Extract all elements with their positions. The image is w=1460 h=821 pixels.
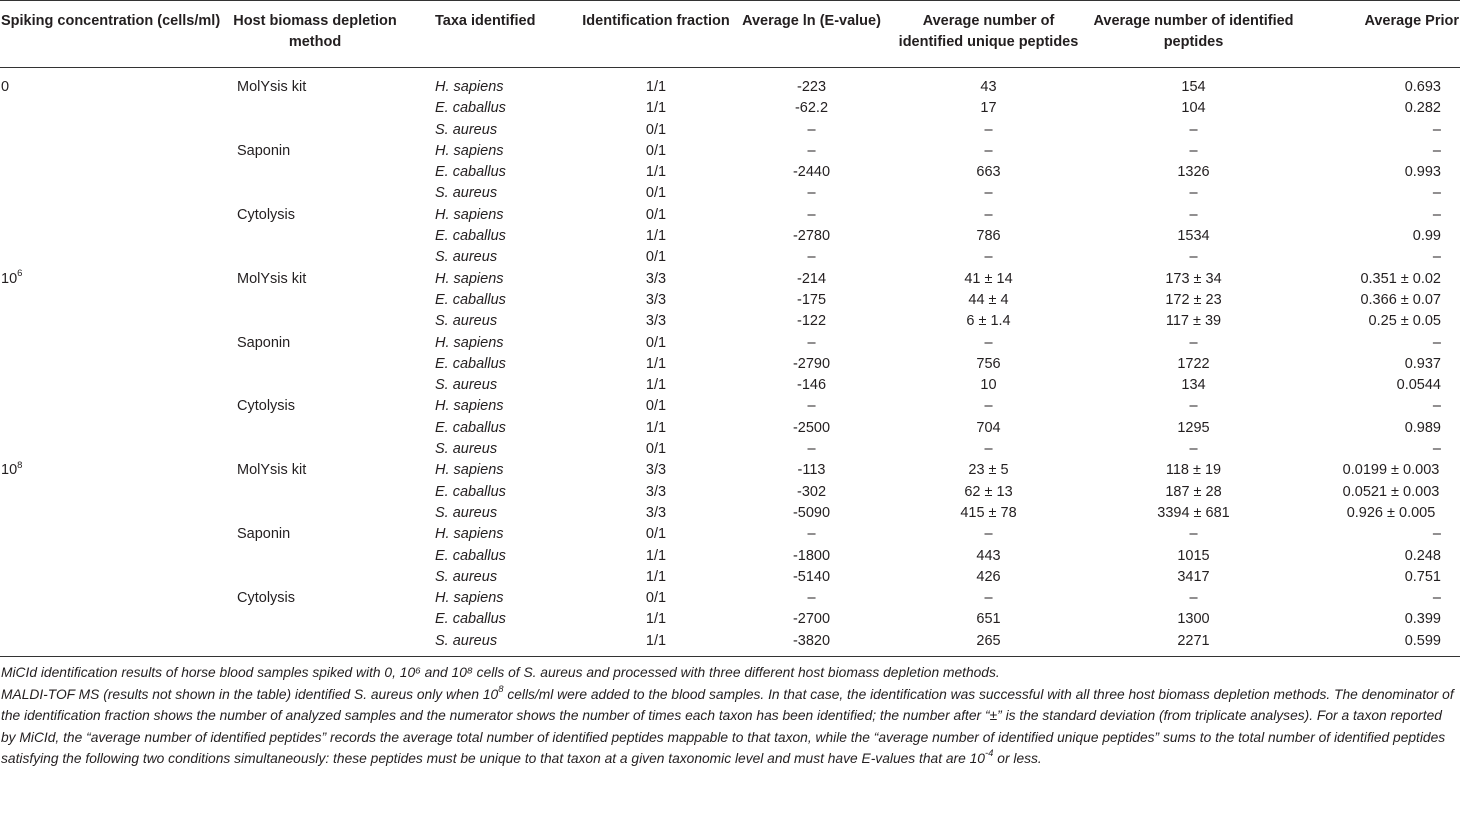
cell-unique-peptides: 265 [889, 631, 1088, 657]
cell-method [226, 503, 404, 524]
table-row [0, 503, 1460, 524]
cell-fraction: 1/1 [645, 568, 667, 585]
cell-prior: 0.989 [1404, 419, 1441, 436]
cell-method: Saponin [237, 526, 291, 543]
cell-identified-peptides: 1534 [1177, 228, 1210, 245]
cell-prior: 0.599 [1299, 631, 1460, 657]
cell-concentration [0, 183, 226, 204]
cell-method [226, 98, 404, 119]
cell-concentration [0, 247, 226, 268]
note-text-part-2: cells/ml were added to the blood samples. In that case, the identification was successful with all three host biomass depletion methods. The denominator of the identification fraction shows the number of analyzed samples and the numerator shows the number of times each taxon has been identified; the number after “±” is the standard deviation (from triplicate analyses). For a taxon reported by MiCId, the “average number of identified peptides” records the average total number of identified peptides mappable to that taxon, while the “average number of identified unique peptides” sums to the total number of identified peptides satisfying the following two conditions simultaneously: these peptides must be unique to that taxon at a given taxonomic level and must have E-values that are 10 [1, 686, 1454, 767]
cell-ln-evalue: -302 [796, 483, 827, 500]
cell-ln-evalue: -1800 [792, 547, 831, 564]
cell-method: Saponin [237, 142, 291, 159]
table-row [0, 460, 1460, 481]
cell-method [226, 546, 404, 567]
cell-method [226, 290, 404, 311]
cell-taxon: S. aureus [435, 185, 498, 202]
cell-unique-peptides: – [984, 334, 993, 351]
note-exponent-1: 8 [498, 683, 504, 695]
table-row [0, 120, 1460, 141]
cell-method [226, 631, 404, 657]
cell-prior: 0.993 [1404, 164, 1441, 181]
cell-identified-peptides: 1295 [1177, 419, 1210, 436]
cell-method [226, 375, 404, 396]
cell-prior: – [1432, 590, 1441, 607]
table-row [0, 205, 1460, 226]
cell-unique-peptides: 44 ± 4 [968, 291, 1009, 308]
cell-taxon: S. aureus [435, 249, 498, 266]
cell-fraction: 0/1 [645, 441, 667, 458]
cell-prior: 0.0544 [1396, 377, 1441, 394]
cell-ln-evalue: -2700 [792, 611, 831, 628]
cell-concentration [0, 333, 226, 354]
cell-fraction: 1/1 [645, 228, 667, 245]
cell-fraction: 1/1 [645, 164, 667, 181]
cell-unique-peptides: 6 ± 1.4 [966, 313, 1011, 330]
table-row [0, 68, 1460, 99]
cell-ln-evalue: -113 [797, 462, 826, 479]
table-row [0, 269, 1460, 290]
header-identification-fraction: Identification fraction [578, 1, 734, 68]
cell-identified-peptides: – [1189, 206, 1198, 223]
cell-method: Cytolysis [237, 590, 296, 607]
cell-prior: – [1432, 121, 1441, 138]
cell-prior: 0.248 [1404, 547, 1441, 564]
cell-ln-evalue: -2440 [792, 164, 831, 181]
cell-prior: – [1432, 334, 1441, 351]
cell-concentration [0, 162, 226, 183]
cell-taxon: H. sapiens [435, 334, 504, 351]
cell-ln-evalue: -2790 [792, 355, 831, 372]
cell-concentration [0, 120, 226, 141]
cell-fraction: 0/1 [645, 526, 667, 543]
cell-prior: – [1432, 398, 1441, 415]
cell-concentration [0, 418, 226, 439]
cell-method [226, 226, 404, 247]
cell-concentration [0, 546, 226, 567]
concentration-base: 10 [1, 462, 18, 479]
cell-concentration [0, 354, 226, 375]
cell-taxon: E. caballus [435, 164, 506, 181]
cell-ln-evalue: – [807, 249, 816, 266]
table-row [0, 631, 1460, 657]
table-row [0, 567, 1460, 588]
cell-taxon: S. aureus [435, 441, 498, 458]
cell-taxon: E. caballus [435, 483, 506, 500]
cell-fraction: 0/1 [645, 185, 667, 202]
cell-concentration [0, 226, 226, 247]
cell-ln-evalue: -214 [796, 270, 827, 287]
cell-unique-peptides: 704 [976, 419, 1001, 436]
cell-concentration [0, 98, 226, 119]
prior-value: 0.926 ± 0.005 [1346, 504, 1436, 521]
cell-identified-peptides: 1326 [1177, 164, 1210, 181]
cell-unique-peptides: – [984, 526, 993, 543]
cell-taxon: H. sapiens [435, 206, 504, 223]
table-row [0, 333, 1460, 354]
table-row [0, 354, 1460, 375]
cell-prior: – [1432, 142, 1441, 159]
cell-ln-evalue: -146 [796, 377, 827, 394]
cell-fraction: 0/1 [645, 121, 667, 138]
table-footnotes [0, 657, 1460, 770]
cell-unique-peptides: 41 ± 14 [964, 270, 1013, 287]
cell-unique-peptides: 663 [976, 164, 1001, 181]
table-header-row [0, 1, 1460, 68]
cell-ln-evalue: – [807, 441, 816, 458]
cell-fraction: 1/1 [578, 631, 734, 657]
cell-method [226, 183, 404, 204]
table-row [0, 226, 1460, 247]
cell-fraction: 1/1 [645, 377, 667, 394]
cell-ln-evalue: -175 [796, 291, 827, 308]
cell-prior: 0.282 [1404, 100, 1441, 117]
cell-unique-peptides: 426 [976, 568, 1001, 585]
cell-unique-peptides: – [984, 142, 993, 159]
cell-prior: 0.751 [1404, 568, 1441, 585]
cell-identified-peptides: – [1189, 142, 1198, 159]
cell-prior: 0.351 ± 0.02 [1360, 270, 1441, 287]
cell-ln-evalue: – [807, 526, 816, 543]
cell-method [226, 354, 404, 375]
table-row [0, 141, 1460, 162]
cell-taxon: H. sapiens [435, 462, 504, 479]
cell-concentration [0, 375, 226, 396]
table-note [1, 684, 1459, 770]
note-text-part-1: MALDI-TOF MS (results not shown in the table) identified S. aureus only when 10 [1, 686, 499, 702]
cell-method: MolYsis kit [237, 79, 307, 95]
cell-ln-evalue: – [807, 334, 816, 351]
table-row [0, 546, 1460, 567]
cell-unique-peptides: – [984, 121, 993, 138]
cell-unique-peptides: – [984, 206, 993, 223]
cell-method: Saponin [237, 334, 291, 351]
cell-prior: – [1432, 206, 1441, 223]
header-spiking-concentration: Spiking concentration (cells/ml) [0, 1, 226, 68]
cell-unique-peptides: 10 [980, 377, 997, 394]
table-row [0, 439, 1460, 460]
cell-method [226, 120, 404, 141]
cell-taxon: E. caballus [435, 228, 506, 245]
cell-fraction: 1/1 [645, 355, 667, 372]
cell-method [226, 311, 404, 332]
header-identified-peptides: Average number of identified peptides [1088, 1, 1299, 68]
cell-method: MolYsis kit [237, 462, 307, 479]
cell-method [226, 609, 404, 630]
table-row [0, 247, 1460, 268]
concentration-exponent: 6 [17, 267, 23, 279]
cell-unique-peptides: 62 ± 13 [964, 483, 1013, 500]
cell-identified-peptides: 154 [1181, 79, 1206, 95]
cell-ln-evalue: – [807, 398, 816, 415]
cell-identified-peptides: 1722 [1177, 355, 1210, 372]
cell-ln-evalue: – [807, 142, 816, 159]
cell-method [226, 567, 404, 588]
cell-concentration [0, 482, 226, 503]
cell-unique-peptides: 23 ± 5 [968, 462, 1009, 479]
cell-fraction: 1/1 [645, 79, 667, 95]
cell-prior: 0.693 [1404, 79, 1441, 95]
cell-method [226, 418, 404, 439]
cell-ln-evalue: -2780 [792, 228, 831, 245]
cell-taxon: S. aureus [435, 121, 498, 138]
cell-identified-peptides: – [1189, 121, 1198, 138]
cell-ln-evalue: – [807, 590, 816, 607]
cell-concentration [0, 396, 226, 417]
cell-ln-evalue: -62.2 [794, 100, 829, 117]
cell-prior: – [1432, 526, 1441, 543]
table-row [0, 162, 1460, 183]
table-row [0, 311, 1460, 332]
cell-concentration [0, 141, 226, 162]
cell-unique-peptides: – [984, 185, 993, 202]
cell-identified-peptides: 3394 ± 681 [1157, 504, 1230, 521]
cell-identified-peptides: 187 ± 28 [1165, 483, 1222, 500]
cell-unique-peptides: – [984, 249, 993, 266]
cell-taxon: H. sapiens [435, 398, 504, 415]
header-depletion-method: Host biomass depletion method [226, 1, 404, 68]
cell-concentration [0, 311, 226, 332]
table-row [0, 98, 1460, 119]
table-row [0, 524, 1460, 545]
cell-method: Cytolysis [237, 398, 296, 415]
cell-identified-peptides: – [1189, 334, 1198, 351]
cell-fraction: 3/3 [645, 270, 667, 287]
cell-ln-evalue: – [807, 206, 816, 223]
table-row [0, 375, 1460, 396]
cell-fraction: 0/1 [645, 398, 667, 415]
cell-method [226, 162, 404, 183]
cell-prior: 0.937 [1404, 355, 1441, 372]
table-row [0, 588, 1460, 609]
cell-concentration [0, 460, 226, 481]
cell-fraction: 1/1 [645, 547, 667, 564]
cell-concentration [0, 205, 226, 226]
cell-fraction: 0/1 [645, 590, 667, 607]
cell-unique-peptides: 756 [976, 355, 1001, 372]
cell-concentration: 0 [1, 79, 10, 95]
cell-prior [1299, 503, 1460, 524]
cell-identified-peptides: 117 ± 39 [1165, 313, 1222, 330]
cell-prior: 0.99 [1412, 228, 1441, 245]
cell-identified-peptides: – [1189, 398, 1198, 415]
cell-taxon: S. aureus [435, 313, 498, 330]
header-taxa: Taxa identified [404, 1, 578, 68]
cell-identified-peptides: – [1189, 441, 1198, 458]
cell-fraction: 0/1 [645, 249, 667, 266]
cell-taxon: E. caballus [435, 611, 506, 628]
header-average-ln-evalue: Average ln (E-value) [734, 1, 889, 68]
cell-unique-peptides: – [984, 590, 993, 607]
cell-prior: 0.25 ± 0.05 [1368, 313, 1441, 330]
cell-identified-peptides: 172 ± 23 [1165, 291, 1222, 308]
header-unique-peptides: Average number of identified unique peptides [889, 1, 1088, 68]
cell-method: MolYsis kit [237, 270, 307, 287]
cell-concentration [0, 567, 226, 588]
cell-concentration [0, 524, 226, 545]
cell-identified-peptides: 1015 [1177, 547, 1210, 564]
cell-identified-peptides: 118 ± 19 [1165, 462, 1222, 479]
cell-method [226, 482, 404, 503]
cell-method: Cytolysis [237, 206, 296, 223]
cell-method [226, 439, 404, 460]
cell-ln-evalue: – [807, 185, 816, 202]
cell-unique-peptides: 786 [976, 228, 1001, 245]
prior-value: 0.0521 ± 0.003 [1342, 483, 1440, 500]
cell-taxon: E. caballus [435, 547, 506, 564]
cell-identified-peptides: – [1189, 249, 1198, 266]
concentration-base: 10 [1, 270, 18, 287]
cell-identified-peptides: – [1189, 590, 1198, 607]
cell-taxon: S. aureus [435, 377, 498, 394]
cell-taxon: H. sapiens [435, 590, 504, 607]
cell-prior: 0.366 ± 0.07 [1360, 291, 1441, 308]
cell-taxon: H. sapiens [435, 270, 504, 287]
cell-prior: – [1432, 441, 1441, 458]
cell-taxon: S. aureus [404, 631, 578, 657]
note-exponent-2: -4 [985, 748, 994, 760]
cell-unique-peptides: 651 [976, 611, 1001, 628]
cell-taxon: H. sapiens [435, 142, 504, 159]
cell-ln-evalue: -2500 [792, 419, 831, 436]
cell-unique-peptides: 43 [980, 79, 997, 95]
cell-fraction: 3/3 [645, 313, 667, 330]
cell-identified-peptides: 104 [1181, 100, 1206, 117]
cell-fraction: 3/3 [645, 483, 667, 500]
concentration-exponent: 8 [17, 459, 23, 471]
cell-concentration [0, 290, 226, 311]
cell-taxon: H. sapiens [435, 79, 504, 95]
table-row [0, 418, 1460, 439]
header-average-prior: Average Prior [1299, 1, 1460, 68]
table-caption: MiCId identification results of horse blood samples spiked with 0, 10⁶ and 10⁸ cells of S. aureus and processed with three different host biomass depletion methods. [1, 665, 1000, 681]
cell-concentration [0, 503, 226, 524]
cell-fraction: 1/1 [645, 100, 667, 117]
table-row [0, 482, 1460, 503]
cell-ln-evalue: -3820 [734, 631, 889, 657]
cell-prior [1299, 482, 1460, 503]
cell-fraction: 1/1 [645, 611, 667, 628]
cell-fraction: 3/3 [645, 504, 667, 521]
cell-taxon: E. caballus [435, 355, 506, 372]
cell-ln-evalue: -122 [796, 313, 827, 330]
cell-fraction: 3/3 [645, 462, 667, 479]
cell-concentration [0, 588, 226, 609]
cell-prior: – [1432, 185, 1441, 202]
cell-method [226, 247, 404, 268]
cell-prior [1299, 460, 1460, 481]
cell-ln-evalue: -5090 [792, 504, 831, 521]
cell-fraction: 0/1 [645, 142, 667, 159]
table-row [0, 609, 1460, 630]
cell-taxon: S. aureus [435, 504, 498, 521]
cell-identified-peptides: 173 ± 34 [1165, 270, 1222, 287]
table-row [0, 290, 1460, 311]
cell-ln-evalue: -223 [796, 79, 827, 95]
cell-identified-peptides: – [1189, 185, 1198, 202]
cell-taxon: E. caballus [435, 100, 506, 117]
cell-fraction: 0/1 [645, 334, 667, 351]
table-body [0, 68, 1460, 657]
cell-unique-peptides: 415 ± 78 [960, 504, 1017, 521]
cell-unique-peptides: 17 [980, 100, 997, 117]
cell-identified-peptides: – [1189, 526, 1198, 543]
cell-unique-peptides: 443 [976, 547, 1001, 564]
cell-identified-peptides: 2271 [1088, 631, 1299, 657]
cell-taxon: E. caballus [435, 291, 506, 308]
cell-concentration [0, 631, 226, 657]
cell-taxon: E. caballus [435, 419, 506, 436]
cell-concentration [0, 439, 226, 460]
cell-identified-peptides: 3417 [1177, 568, 1210, 585]
cell-taxon: H. sapiens [435, 526, 504, 543]
cell-fraction: 0/1 [645, 206, 667, 223]
cell-ln-evalue: -5140 [792, 568, 831, 585]
cell-prior: – [1432, 249, 1441, 266]
cell-taxon: S. aureus [435, 568, 498, 585]
cell-unique-peptides: – [984, 441, 993, 458]
cell-concentration [0, 269, 226, 290]
table-row [0, 183, 1460, 204]
cell-fraction: 3/3 [645, 291, 667, 308]
cell-fraction: 1/1 [645, 419, 667, 436]
cell-identified-peptides: 1300 [1177, 611, 1210, 628]
cell-identified-peptides: 134 [1181, 377, 1206, 394]
cell-prior: 0.399 [1404, 611, 1441, 628]
cell-ln-evalue: – [807, 121, 816, 138]
prior-value: 0.0199 ± 0.003 [1342, 462, 1440, 479]
table-row [0, 396, 1460, 417]
note-text-part-3: or less. [993, 751, 1042, 767]
cell-concentration [0, 609, 226, 630]
cell-unique-peptides: – [984, 398, 993, 415]
